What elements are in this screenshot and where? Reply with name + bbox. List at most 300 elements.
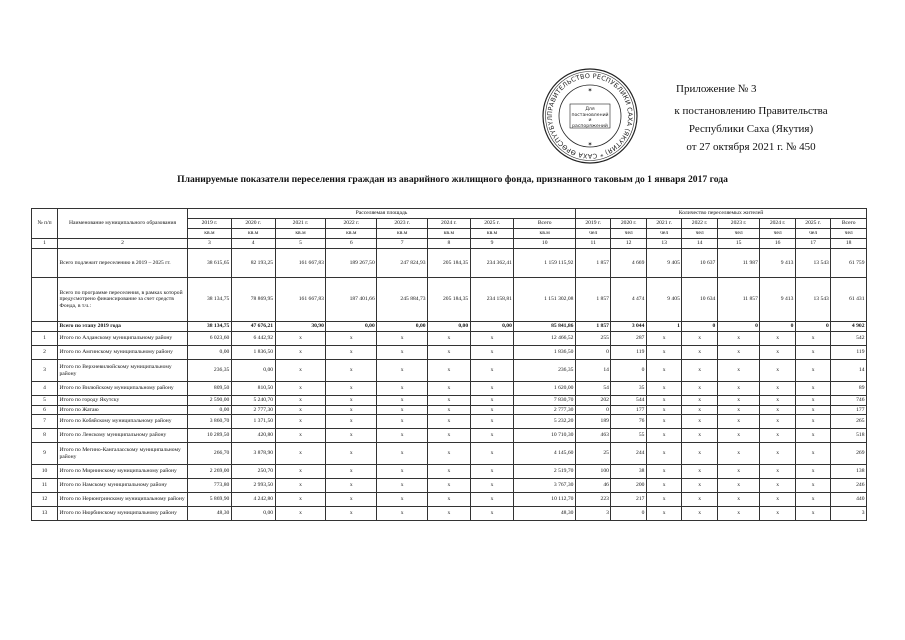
header-unit: кв.м bbox=[470, 229, 514, 239]
people-value: х bbox=[717, 443, 760, 465]
people-value: х bbox=[795, 360, 830, 382]
people-value: 9 405 bbox=[646, 278, 681, 322]
header-column-number: 12 bbox=[611, 239, 646, 249]
area-value: 1 151 302,08 bbox=[514, 278, 576, 322]
people-value: х bbox=[646, 396, 681, 406]
area-value: 48,30 bbox=[188, 507, 232, 521]
appendix-date: от 27 октября 2021 г. № 450 bbox=[686, 141, 816, 153]
row-number bbox=[32, 278, 58, 322]
people-value: 4 474 bbox=[611, 278, 646, 322]
table-row bbox=[32, 360, 867, 382]
row-name: Итого по Нюрбинскому муниципальному району bbox=[58, 507, 188, 521]
people-value: х bbox=[760, 415, 795, 429]
area-value: 234 158,81 bbox=[470, 278, 514, 322]
area-value: 10 289,50 bbox=[188, 429, 232, 443]
people-value: х bbox=[760, 382, 795, 396]
people-value: х bbox=[646, 405, 681, 415]
row-name: Итого по Мирнинскому муниципальному району bbox=[58, 465, 188, 479]
area-value: 82 193,25 bbox=[231, 249, 275, 278]
row-number: 13 bbox=[32, 507, 58, 521]
area-value: 2 777,30 bbox=[231, 405, 275, 415]
header-year: 2022 г. bbox=[682, 219, 717, 229]
area-value: х bbox=[275, 429, 326, 443]
header-year: Всего bbox=[831, 219, 867, 229]
header-area-group: Расселяемая площадь bbox=[188, 209, 576, 219]
area-value: х bbox=[275, 493, 326, 507]
people-value: 202 bbox=[575, 396, 610, 406]
people-value: х bbox=[795, 443, 830, 465]
row-number: 12 bbox=[32, 493, 58, 507]
header-column-number: 14 bbox=[682, 239, 717, 249]
area-value: х bbox=[275, 332, 326, 346]
area-value: х bbox=[470, 382, 514, 396]
people-value: х bbox=[760, 396, 795, 406]
header-year: 2024 г. bbox=[428, 219, 471, 229]
row-name: Итого по Жатаю bbox=[58, 405, 188, 415]
people-value: 246 bbox=[831, 479, 867, 493]
area-value: 3 878,90 bbox=[231, 443, 275, 465]
row-name: Итого по Вилюйскому муниципальному району bbox=[58, 382, 188, 396]
table-row bbox=[32, 346, 867, 360]
area-value: х bbox=[326, 443, 377, 465]
people-value: 0 bbox=[575, 405, 610, 415]
header-year: 2021 г. bbox=[646, 219, 681, 229]
people-value: 1 bbox=[646, 322, 681, 332]
people-value: х bbox=[717, 465, 760, 479]
area-value: 809,50 bbox=[188, 382, 232, 396]
svg-text:✶: ✶ bbox=[587, 88, 593, 94]
people-value: 119 bbox=[611, 346, 646, 360]
header-unit: чел bbox=[760, 229, 795, 239]
people-value: 38 bbox=[611, 465, 646, 479]
table-row bbox=[32, 322, 867, 332]
row-number: 11 bbox=[32, 479, 58, 493]
header-year: 2022 г. bbox=[326, 219, 377, 229]
area-value: 250,70 bbox=[231, 465, 275, 479]
area-value: х bbox=[428, 479, 471, 493]
area-value: х bbox=[326, 465, 377, 479]
people-value: х bbox=[760, 360, 795, 382]
people-value: х bbox=[682, 479, 717, 493]
area-value: х bbox=[326, 479, 377, 493]
row-name: Всего по этапу 2019 года bbox=[58, 322, 188, 332]
row-name: Итого по Мегино-Кангаласскому муниципальному району bbox=[58, 443, 188, 465]
people-value: 287 bbox=[611, 332, 646, 346]
area-value: 1 159 115,92 bbox=[514, 249, 576, 278]
area-value: 187 401,66 bbox=[326, 278, 377, 322]
row-name: Итого по Ленскому муниципальному району bbox=[58, 429, 188, 443]
people-value: х bbox=[682, 396, 717, 406]
area-value: х bbox=[377, 479, 428, 493]
area-value: х bbox=[428, 465, 471, 479]
area-value: 161 667,83 bbox=[275, 249, 326, 278]
area-value: х bbox=[275, 443, 326, 465]
row-name: Всего подлежит переселению в 2019 – 2025 гг. bbox=[58, 249, 188, 278]
area-value: 30,90 bbox=[275, 322, 326, 332]
table-row bbox=[32, 249, 867, 278]
people-value: 100 bbox=[575, 465, 610, 479]
row-number: 1 bbox=[32, 332, 58, 346]
resettlement-table bbox=[31, 208, 867, 521]
header-unit: чел bbox=[795, 229, 830, 239]
people-value: х bbox=[646, 443, 681, 465]
area-value: 7 830,70 bbox=[514, 396, 576, 406]
people-value: 0 bbox=[760, 322, 795, 332]
header-column-number: 4 bbox=[231, 239, 275, 249]
table-row bbox=[32, 332, 867, 346]
appendix-resolution: к постановлению Правительства bbox=[674, 105, 828, 117]
people-value: 440 bbox=[831, 493, 867, 507]
area-value: х bbox=[470, 346, 514, 360]
area-value: х bbox=[275, 396, 326, 406]
people-value: 217 bbox=[611, 493, 646, 507]
area-value: х bbox=[377, 332, 428, 346]
people-value: х bbox=[795, 415, 830, 429]
people-value: х bbox=[646, 429, 681, 443]
svg-text:ПРАВИТЕЛЬСТВО РЕСПУБЛИКИ САХА: ПРАВИТЕЛЬСТВО РЕСПУБЛИКИ САХА (ЯКУТИЯ) * САХА ӨРӨСПҮҮБҮЛ bbox=[545, 71, 635, 161]
area-value: 1 371,50 bbox=[231, 415, 275, 429]
row-name: Итого по Кобяйскому муниципальному району bbox=[58, 415, 188, 429]
people-value: х bbox=[682, 443, 717, 465]
people-value: х bbox=[682, 382, 717, 396]
people-value: 223 bbox=[575, 493, 610, 507]
people-value: 1 857 bbox=[575, 278, 610, 322]
area-value: 0,00 bbox=[188, 346, 232, 360]
row-number: 2 bbox=[32, 346, 58, 360]
area-value: х bbox=[326, 405, 377, 415]
people-value: х bbox=[717, 493, 760, 507]
header-year: 2019 г. bbox=[575, 219, 610, 229]
area-value: 47 676,21 bbox=[231, 322, 275, 332]
area-value: х bbox=[275, 360, 326, 382]
area-value: 189 267,50 bbox=[326, 249, 377, 278]
people-value: 189 bbox=[575, 415, 610, 429]
people-value: 0 bbox=[611, 507, 646, 521]
people-value: 138 bbox=[831, 465, 867, 479]
row-number: 7 bbox=[32, 415, 58, 429]
row-number: 4 bbox=[32, 382, 58, 396]
area-value: х bbox=[377, 429, 428, 443]
people-value: х bbox=[646, 415, 681, 429]
area-value: х bbox=[275, 346, 326, 360]
people-value: 544 bbox=[611, 396, 646, 406]
appendix-authority: Республики Саха (Якутия) bbox=[688, 123, 814, 135]
area-value: х bbox=[326, 493, 377, 507]
area-value: х bbox=[377, 405, 428, 415]
area-value: х bbox=[275, 382, 326, 396]
people-value: х bbox=[717, 360, 760, 382]
area-value: х bbox=[428, 429, 471, 443]
people-value: х bbox=[646, 493, 681, 507]
header-column-number: 16 bbox=[760, 239, 795, 249]
area-value: 6 442,92 bbox=[231, 332, 275, 346]
area-value: 205 184,35 bbox=[428, 278, 471, 322]
people-value: 0 bbox=[795, 322, 830, 332]
area-value: 2 590,00 bbox=[188, 396, 232, 406]
people-value: 14 bbox=[575, 360, 610, 382]
appendix-block bbox=[636, 80, 866, 156]
people-value: 0 bbox=[611, 360, 646, 382]
header-year: 2025 г. bbox=[470, 219, 514, 229]
header-year: Всего bbox=[514, 219, 576, 229]
area-value: х bbox=[428, 415, 471, 429]
area-value: 247 824,93 bbox=[377, 249, 428, 278]
people-value: 255 bbox=[575, 332, 610, 346]
table-row bbox=[32, 405, 867, 415]
svg-text:✶: ✶ bbox=[587, 142, 593, 148]
area-value: х bbox=[428, 443, 471, 465]
header-year: 2021 г. bbox=[275, 219, 326, 229]
area-value: 2 269,00 bbox=[188, 465, 232, 479]
area-value: 1 836,50 bbox=[231, 346, 275, 360]
table-column-numbers-row bbox=[32, 239, 867, 249]
area-value: 810,50 bbox=[231, 382, 275, 396]
people-value: 11 857 bbox=[717, 278, 760, 322]
people-value: 0 bbox=[575, 346, 610, 360]
people-value: х bbox=[682, 346, 717, 360]
area-value: 38 615,65 bbox=[188, 249, 232, 278]
people-value: х bbox=[760, 332, 795, 346]
people-value: х bbox=[795, 346, 830, 360]
area-value: х bbox=[326, 415, 377, 429]
header-column-number: 2 bbox=[58, 239, 188, 249]
header-column-number: 11 bbox=[575, 239, 610, 249]
people-value: 244 bbox=[611, 443, 646, 465]
row-name: Итого по Намскому муниципальному району bbox=[58, 479, 188, 493]
area-value: 5 232,20 bbox=[514, 415, 576, 429]
people-value: х bbox=[795, 429, 830, 443]
people-value: х bbox=[682, 493, 717, 507]
area-value: 5 869,90 bbox=[188, 493, 232, 507]
people-value: 1 857 bbox=[575, 249, 610, 278]
people-value: х bbox=[717, 507, 760, 521]
people-value: х bbox=[760, 507, 795, 521]
area-value: х bbox=[428, 493, 471, 507]
people-value: 119 bbox=[831, 346, 867, 360]
header-column-number: 8 bbox=[428, 239, 471, 249]
people-value: х bbox=[682, 429, 717, 443]
people-value: 61 759 bbox=[831, 249, 867, 278]
area-value: х bbox=[428, 396, 471, 406]
area-value: 205 184,35 bbox=[428, 249, 471, 278]
people-value: 11 987 bbox=[717, 249, 760, 278]
row-name: Итого по Алданскому муниципальному району bbox=[58, 332, 188, 346]
row-number: 6 bbox=[32, 405, 58, 415]
area-value: 0,00 bbox=[377, 322, 428, 332]
people-value: 13 543 bbox=[795, 278, 830, 322]
header-column-number: 18 bbox=[831, 239, 867, 249]
header-unit: кв.м bbox=[231, 229, 275, 239]
people-value: 9 413 bbox=[760, 249, 795, 278]
row-number: 8 bbox=[32, 429, 58, 443]
area-value: х bbox=[470, 332, 514, 346]
people-value: 9 405 bbox=[646, 249, 681, 278]
area-value: х bbox=[470, 465, 514, 479]
people-value: х bbox=[795, 465, 830, 479]
area-value: х bbox=[470, 405, 514, 415]
header-name: Наименование муниципального образования bbox=[58, 209, 188, 239]
people-value: х bbox=[795, 405, 830, 415]
table-row bbox=[32, 493, 867, 507]
area-value: 245 884,73 bbox=[377, 278, 428, 322]
area-value: х bbox=[470, 479, 514, 493]
people-value: х bbox=[717, 429, 760, 443]
header-year: 2025 г. bbox=[795, 219, 830, 229]
people-value: 518 bbox=[831, 429, 867, 443]
area-value: х bbox=[326, 382, 377, 396]
header-column-number: 15 bbox=[717, 239, 760, 249]
area-value: 85 841,86 bbox=[514, 322, 576, 332]
people-value: х bbox=[760, 443, 795, 465]
people-value: 46 bbox=[575, 479, 610, 493]
people-value: 25 bbox=[575, 443, 610, 465]
people-value: х bbox=[646, 382, 681, 396]
area-value: 1 836,50 bbox=[514, 346, 576, 360]
people-value: 463 bbox=[575, 429, 610, 443]
people-value: х bbox=[717, 405, 760, 415]
people-value: 746 bbox=[831, 396, 867, 406]
table-row bbox=[32, 443, 867, 465]
area-value: х bbox=[470, 396, 514, 406]
people-value: 61 431 bbox=[831, 278, 867, 322]
table-row bbox=[32, 465, 867, 479]
area-value: х bbox=[275, 507, 326, 521]
people-value: 10 637 bbox=[682, 249, 717, 278]
area-value: х bbox=[275, 479, 326, 493]
row-number bbox=[32, 249, 58, 278]
area-value: х bbox=[428, 346, 471, 360]
area-value: х bbox=[377, 382, 428, 396]
area-value: 3 767,30 bbox=[514, 479, 576, 493]
table-row bbox=[32, 429, 867, 443]
people-value: х bbox=[795, 507, 830, 521]
area-value: х bbox=[428, 382, 471, 396]
area-value: х bbox=[326, 507, 377, 521]
area-value: 2 777,30 bbox=[514, 405, 576, 415]
area-value: 234 362,41 bbox=[470, 249, 514, 278]
header-year: 2023 г. bbox=[717, 219, 760, 229]
people-value: х bbox=[646, 346, 681, 360]
area-value: х bbox=[377, 396, 428, 406]
people-value: х bbox=[646, 360, 681, 382]
area-value: 0,00 bbox=[188, 405, 232, 415]
area-value: 0,00 bbox=[326, 322, 377, 332]
table-row bbox=[32, 507, 867, 521]
row-number: 5 bbox=[32, 396, 58, 406]
people-value: х bbox=[760, 479, 795, 493]
people-value: 76 bbox=[611, 415, 646, 429]
appendix-number: Приложение № 3 bbox=[676, 83, 757, 95]
area-value: х bbox=[470, 415, 514, 429]
area-value: х bbox=[377, 493, 428, 507]
people-value: х bbox=[760, 346, 795, 360]
people-value: х bbox=[682, 360, 717, 382]
people-value: 1 857 bbox=[575, 322, 610, 332]
header-unit: чел bbox=[575, 229, 610, 239]
people-value: х bbox=[717, 396, 760, 406]
area-value: х bbox=[275, 415, 326, 429]
area-value: 78 869,95 bbox=[231, 278, 275, 322]
header-people-group: Количество переселяемых жителей bbox=[575, 209, 866, 219]
people-value: х bbox=[717, 382, 760, 396]
area-value: х bbox=[377, 465, 428, 479]
official-seal bbox=[540, 66, 640, 166]
header-column-number: 9 bbox=[470, 239, 514, 249]
people-value: х bbox=[717, 346, 760, 360]
header-year: 2023 г. bbox=[377, 219, 428, 229]
area-value: х bbox=[326, 332, 377, 346]
people-value: х bbox=[795, 396, 830, 406]
area-value: х bbox=[470, 507, 514, 521]
area-value: х bbox=[326, 360, 377, 382]
people-value: 54 bbox=[575, 382, 610, 396]
header-unit: кв.м bbox=[514, 229, 576, 239]
header-unit: кв.м bbox=[275, 229, 326, 239]
area-value: 2 519,70 bbox=[514, 465, 576, 479]
area-value: х bbox=[377, 346, 428, 360]
people-value: 89 bbox=[831, 382, 867, 396]
document-title: Планируемые показатели переселения граждан из аварийного жилищного фонда, признанного таковым до 1 января 2017 года bbox=[177, 174, 728, 185]
area-value: х bbox=[275, 465, 326, 479]
area-value: х bbox=[470, 443, 514, 465]
header-unit: кв.м bbox=[326, 229, 377, 239]
area-value: 420,80 bbox=[231, 429, 275, 443]
people-value: 0 bbox=[717, 322, 760, 332]
people-value: х bbox=[682, 405, 717, 415]
area-value: 1 620,00 bbox=[514, 382, 576, 396]
table-row bbox=[32, 415, 867, 429]
header-year: 2019 г. bbox=[188, 219, 232, 229]
people-value: х bbox=[646, 332, 681, 346]
header-column-number: 17 bbox=[795, 239, 830, 249]
people-value: х bbox=[682, 415, 717, 429]
people-value: х bbox=[795, 382, 830, 396]
people-value: 177 bbox=[611, 405, 646, 415]
people-value: х bbox=[682, 465, 717, 479]
people-value: 4 669 bbox=[611, 249, 646, 278]
area-value: х bbox=[275, 405, 326, 415]
row-name: Итого по Амгинскому муниципальному району bbox=[58, 346, 188, 360]
header-unit: кв.м bbox=[428, 229, 471, 239]
row-number: 9 bbox=[32, 443, 58, 465]
area-value: 236,35 bbox=[514, 360, 576, 382]
people-value: 265 bbox=[831, 415, 867, 429]
area-value: 48,30 bbox=[514, 507, 576, 521]
area-value: 5 240,70 bbox=[231, 396, 275, 406]
area-value: х bbox=[428, 405, 471, 415]
header-column-number: 13 bbox=[646, 239, 681, 249]
area-value: 6 023,60 bbox=[188, 332, 232, 346]
area-value: х bbox=[428, 360, 471, 382]
row-number bbox=[32, 322, 58, 332]
header-column-number: 5 bbox=[275, 239, 326, 249]
header-unit: чел bbox=[717, 229, 760, 239]
area-value: 266,70 bbox=[188, 443, 232, 465]
area-value: 773,80 bbox=[188, 479, 232, 493]
table-row bbox=[32, 278, 867, 322]
people-value: 13 543 bbox=[795, 249, 830, 278]
area-value: 4 242,80 bbox=[231, 493, 275, 507]
people-value: х bbox=[795, 332, 830, 346]
people-value: х bbox=[795, 493, 830, 507]
area-value: х bbox=[470, 360, 514, 382]
people-value: 55 bbox=[611, 429, 646, 443]
row-number: 10 bbox=[32, 465, 58, 479]
people-value: 0 bbox=[682, 322, 717, 332]
header-column-number: 6 bbox=[326, 239, 377, 249]
area-value: х bbox=[377, 443, 428, 465]
people-value: х bbox=[760, 405, 795, 415]
